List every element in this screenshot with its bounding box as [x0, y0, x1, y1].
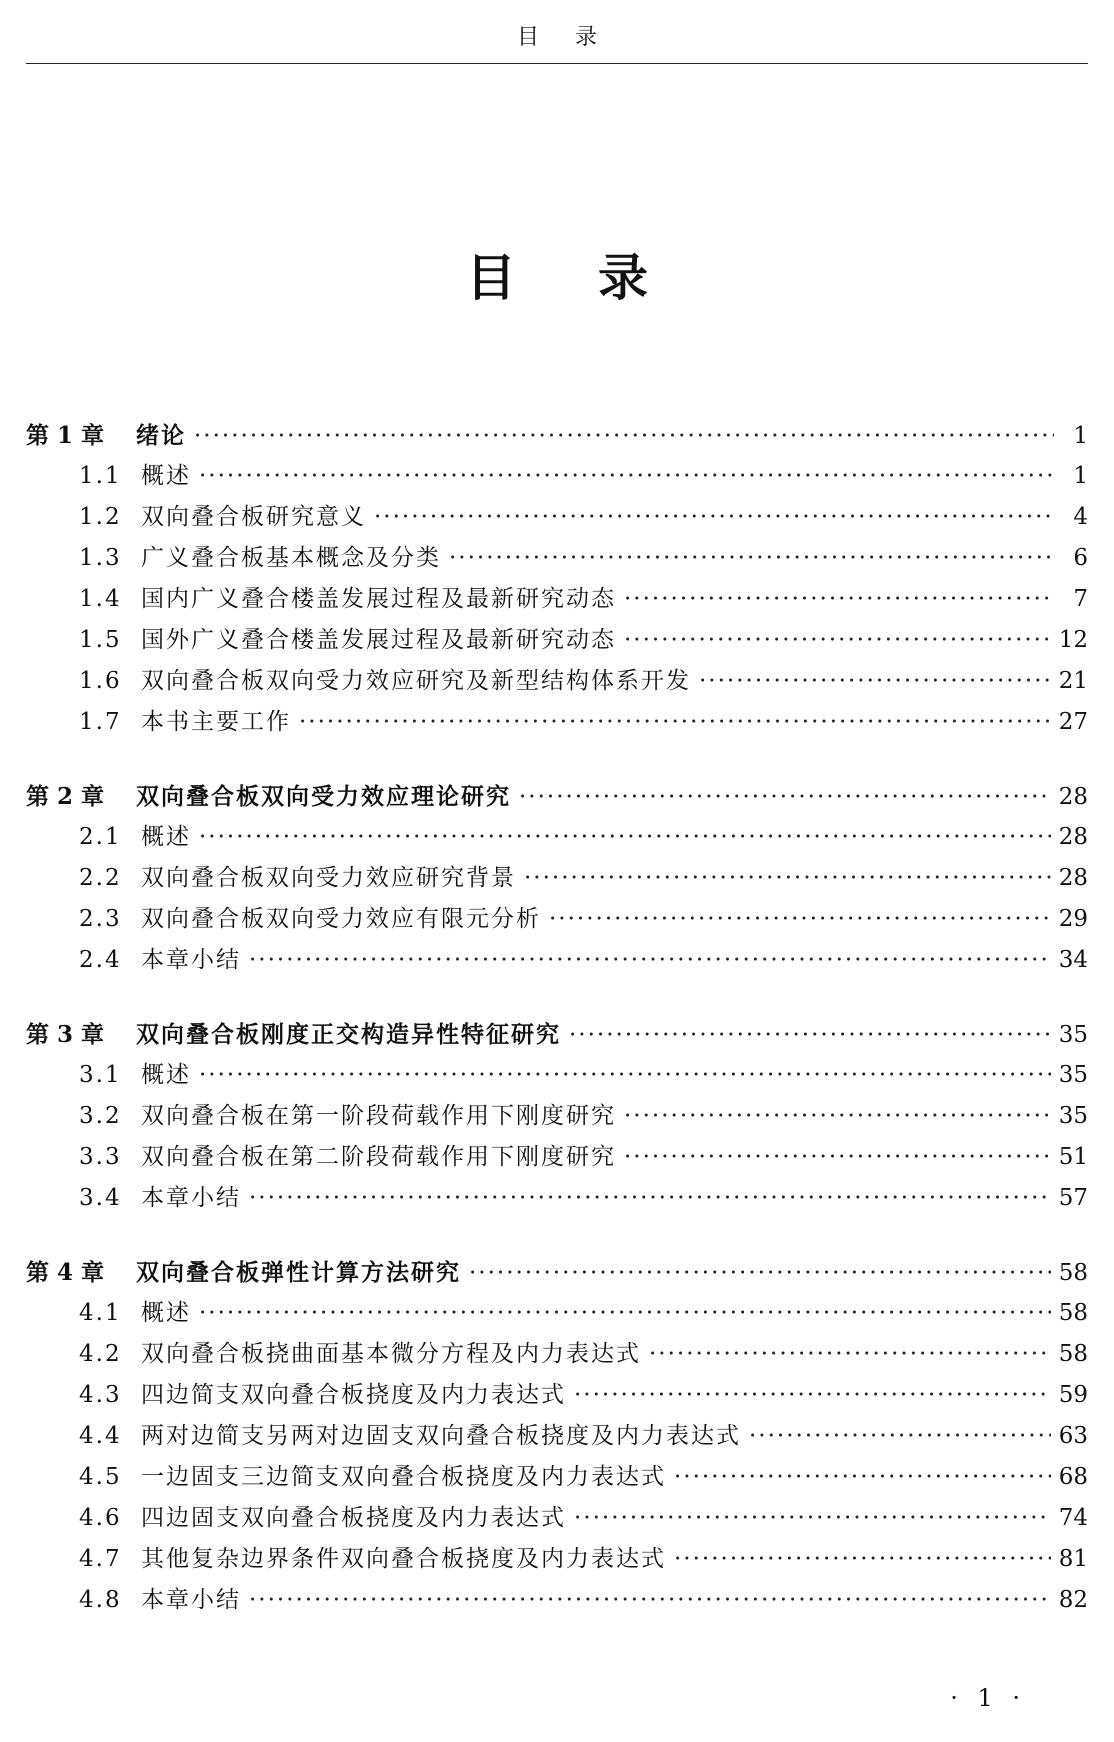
entry-number: 4.2 — [79, 1341, 122, 1367]
entry-page: 51 — [1058, 1144, 1088, 1170]
dot-leader — [249, 1580, 1051, 1621]
entry-title: 双向叠合板双向受力效应研究背景 — [141, 865, 516, 891]
entry-title: 双向叠合板双向受力效应理论研究 — [136, 783, 511, 810]
page-number: · 1 · — [950, 1684, 1026, 1712]
entry-title: 其他复杂边界条件双向叠合板挠度及内力表达式 — [141, 1546, 666, 1572]
entry-number: 4.5 — [79, 1464, 122, 1490]
entry-number: 第 4 章 — [26, 1259, 105, 1286]
toc-section-entry[interactable] — [26, 1539, 1088, 1580]
entry-title: 双向叠合板弹性计算方法研究 — [136, 1259, 461, 1286]
dot-leader — [249, 1178, 1051, 1219]
entry-page: 12 — [1058, 627, 1088, 653]
entry-number: 1.3 — [79, 545, 122, 571]
entry-title: 双向叠合板挠曲面基本微分方程及内力表达式 — [141, 1341, 641, 1367]
entry-number: 1.6 — [79, 668, 122, 694]
dot-leader — [624, 579, 1054, 620]
dot-leader — [524, 858, 1051, 899]
entry-page: 7 — [1073, 586, 1088, 612]
entry-page: 28 — [1058, 824, 1088, 850]
entry-number: 3.3 — [79, 1144, 122, 1170]
toc-section-entry[interactable] — [26, 940, 1088, 981]
entry-title: 双向叠合板在第二阶段荷载作用下刚度研究 — [141, 1144, 616, 1170]
toc-section-entry[interactable] — [26, 1498, 1088, 1539]
entry-number: 4.1 — [79, 1300, 122, 1326]
entry-page: 29 — [1058, 906, 1088, 932]
entry-page: 1 — [1073, 423, 1088, 449]
dot-leader — [199, 456, 1054, 497]
table-of-contents — [26, 415, 1088, 1654]
entry-title: 四边固支双向叠合板挠度及内力表达式 — [141, 1505, 566, 1531]
toc-section-entry[interactable] — [26, 497, 1088, 538]
toc-chapter — [26, 776, 1088, 981]
entry-page: 63 — [1058, 1423, 1088, 1449]
entry-page: 34 — [1058, 947, 1088, 973]
entry-page: 35 — [1058, 1103, 1088, 1129]
entry-title: 双向叠合板双向受力效应研究及新型结构体系开发 — [141, 668, 691, 694]
dot-leader — [574, 1375, 1051, 1416]
entry-number: 1.2 — [79, 504, 122, 530]
dot-leader — [674, 1457, 1051, 1498]
dot-leader — [574, 1498, 1051, 1539]
toc-section-entry[interactable] — [26, 1416, 1088, 1457]
entry-title: 概述 — [141, 1300, 191, 1326]
entry-number: 4.4 — [79, 1423, 122, 1449]
toc-section-entry[interactable] — [26, 1055, 1088, 1096]
entry-number: 2.2 — [79, 865, 122, 891]
entry-number: 4.8 — [79, 1587, 122, 1613]
dot-leader — [649, 1334, 1051, 1375]
toc-section-entry[interactable] — [26, 1457, 1088, 1498]
dot-leader — [449, 538, 1054, 579]
entry-title: 本章小结 — [141, 1587, 241, 1613]
running-header: 目录 — [516, 25, 633, 50]
entry-page: 58 — [1058, 1341, 1088, 1367]
entry-page: 74 — [1058, 1505, 1088, 1531]
toc-section-entry[interactable] — [26, 1137, 1088, 1178]
toc-chapter — [26, 415, 1088, 743]
dot-leader — [519, 777, 1051, 818]
toc-section-entry[interactable] — [26, 661, 1088, 702]
dot-leader — [549, 899, 1051, 940]
toc-section-entry[interactable] — [26, 456, 1088, 497]
toc-section-entry[interactable] — [26, 579, 1088, 620]
toc-section-entry[interactable] — [26, 817, 1088, 858]
toc-section-entry[interactable] — [26, 1178, 1088, 1219]
entry-number: 1.4 — [79, 586, 122, 612]
entry-page: 27 — [1058, 709, 1088, 735]
toc-section-entry[interactable] — [26, 1375, 1088, 1416]
entry-number: 第 2 章 — [26, 783, 105, 810]
entry-title: 绪论 — [136, 422, 186, 449]
entry-title: 双向叠合板刚度正交构造异性特征研究 — [136, 1021, 561, 1048]
entry-title: 概述 — [141, 1062, 191, 1088]
entry-page: 35 — [1058, 1022, 1088, 1048]
entry-title: 双向叠合板研究意义 — [141, 504, 366, 530]
entry-number: 1.5 — [79, 627, 122, 653]
entry-title: 概述 — [141, 463, 191, 489]
toc-chapter-entry[interactable] — [26, 1014, 1088, 1055]
toc-chapter — [26, 1252, 1088, 1621]
entry-page: 82 — [1058, 1587, 1088, 1613]
toc-chapter-entry[interactable] — [26, 1252, 1088, 1293]
entry-number: 4.7 — [79, 1546, 122, 1572]
entry-number: 4.3 — [79, 1382, 122, 1408]
entry-page: 28 — [1058, 865, 1088, 891]
toc-section-entry[interactable] — [26, 858, 1088, 899]
entry-page: 21 — [1058, 668, 1088, 694]
entry-number: 2.4 — [79, 947, 122, 973]
entry-title: 国外广义叠合楼盖发展过程及最新研究动态 — [141, 627, 616, 653]
entry-number: 2.3 — [79, 906, 122, 932]
entry-page: 1 — [1073, 463, 1088, 489]
entry-title: 四边简支双向叠合板挠度及内力表达式 — [141, 1382, 566, 1408]
dot-leader — [199, 1293, 1051, 1334]
entry-title: 概述 — [141, 824, 191, 850]
dot-leader — [199, 817, 1051, 858]
dot-leader — [699, 661, 1051, 702]
dot-leader — [194, 416, 1054, 457]
entry-number: 2.1 — [79, 824, 122, 850]
toc-section-entry[interactable] — [26, 1293, 1088, 1334]
entry-page: 59 — [1058, 1382, 1088, 1408]
toc-chapter — [26, 1014, 1088, 1219]
header-rule — [26, 63, 1088, 64]
entry-page: 35 — [1058, 1062, 1088, 1088]
entry-page: 68 — [1058, 1464, 1088, 1490]
dot-leader — [569, 1015, 1051, 1056]
toc-section-entry[interactable] — [26, 702, 1088, 743]
toc-section-entry[interactable] — [26, 899, 1088, 940]
dot-leader — [374, 497, 1054, 538]
toc-chapter-entry[interactable] — [26, 415, 1088, 456]
entry-title: 广义叠合板基本概念及分类 — [141, 545, 441, 571]
dot-leader — [469, 1253, 1051, 1294]
toc-section-entry[interactable] — [26, 1096, 1088, 1137]
entry-title: 双向叠合板在第一阶段荷载作用下刚度研究 — [141, 1103, 616, 1129]
entry-number: 1.1 — [79, 463, 122, 489]
entry-number: 第 1 章 — [26, 422, 105, 449]
entry-page: 58 — [1058, 1300, 1088, 1326]
dot-leader — [674, 1539, 1051, 1580]
toc-section-entry[interactable] — [26, 620, 1088, 661]
entry-page: 57 — [1058, 1185, 1088, 1211]
entry-title: 国内广义叠合楼盖发展过程及最新研究动态 — [141, 586, 616, 612]
toc-chapter-entry[interactable] — [26, 776, 1088, 817]
entry-number: 3.4 — [79, 1185, 122, 1211]
dot-leader — [624, 620, 1051, 661]
entry-title: 本书主要工作 — [141, 709, 291, 735]
dot-leader — [299, 702, 1051, 743]
page-title: 目录 — [466, 248, 730, 307]
entry-title: 本章小结 — [141, 947, 241, 973]
entry-title: 一边固支三边简支双向叠合板挠度及内力表达式 — [141, 1464, 666, 1490]
entry-page: 28 — [1058, 784, 1088, 810]
entry-page: 58 — [1058, 1260, 1088, 1286]
toc-section-entry[interactable] — [26, 1334, 1088, 1375]
dot-leader — [749, 1416, 1051, 1457]
entry-number: 1.7 — [79, 709, 122, 735]
toc-section-entry[interactable] — [26, 1580, 1088, 1621]
toc-section-entry[interactable] — [26, 538, 1088, 579]
entry-number: 3.2 — [79, 1103, 122, 1129]
entry-title: 本章小结 — [141, 1185, 241, 1211]
entry-title: 两对边简支另两对边固支双向叠合板挠度及内力表达式 — [141, 1423, 741, 1449]
dot-leader — [624, 1096, 1051, 1137]
dot-leader — [249, 940, 1051, 981]
entry-page: 81 — [1058, 1546, 1088, 1572]
entry-number: 第 3 章 — [26, 1021, 105, 1048]
dot-leader — [624, 1137, 1051, 1178]
entry-title: 双向叠合板双向受力效应有限元分析 — [141, 906, 541, 932]
entry-number: 4.6 — [79, 1505, 122, 1531]
entry-page: 4 — [1073, 504, 1088, 530]
dot-leader — [199, 1055, 1051, 1096]
entry-number: 3.1 — [79, 1062, 122, 1088]
entry-page: 6 — [1073, 545, 1088, 571]
